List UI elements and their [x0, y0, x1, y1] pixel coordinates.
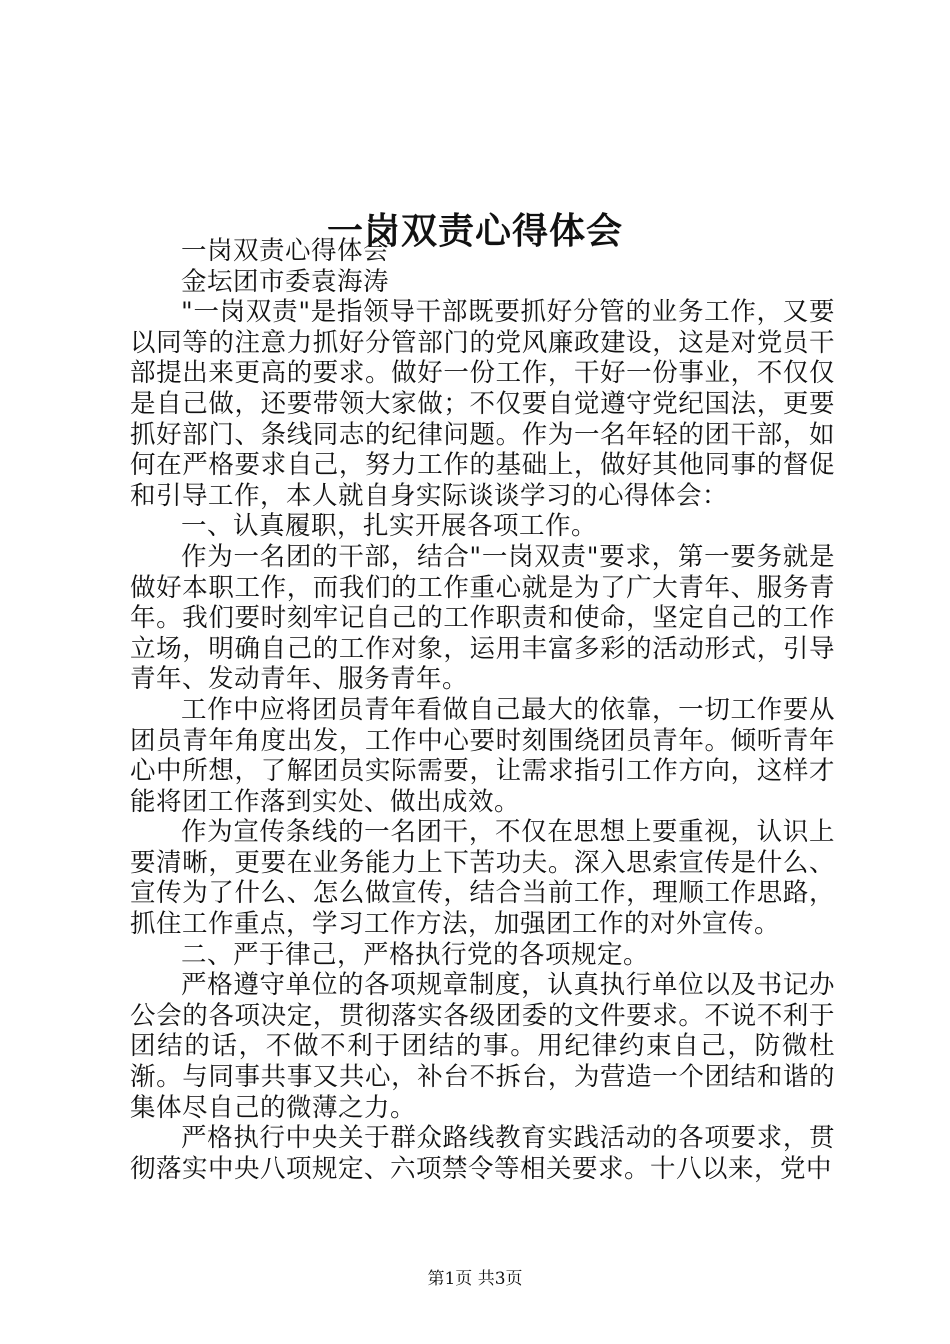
- paragraph: 作为宣传条线的一名团干，不仅在思想上要重视，认识上要清晰，更要在业务能力上下苦功夫。深入思索宣传是什么、宣传为了什么、怎么做宣传，结合当前工作，理顺工作思路，抓住工作重点，学习工作方法，加强团工作的对外宣传。: [130, 817, 835, 940]
- paragraph: 严格遵守单位的各项规章制度，认真执行单位以及书记办公会的各项决定，贯彻落实各级团委的文件要求。不说不利于团结的话，不做不利于团结的事。用纪律约束自己，防微杜渐。与同事共事又共心，补台不拆台，为营造一个团结和谐的集体尽自己的微薄之力。: [130, 970, 835, 1123]
- paragraph-author: 金坛团市委袁海涛: [181, 266, 390, 297]
- paragraph-intro: "一岗双责"是指领导干部既要抓好分管的业务工作，又要以同等的注意力抓好分管部门的党风廉政建设，这是对党员干部提出来更高的要求。做好一份工作，干好一份事业，不仅仅是自己做，还要带领大家做；不仅要自觉遵守党纪国法，更要抓好部门、条线同志的纪律问题。作为一名年轻的团干部，如何在严格要求自己，努力工作的基础上，做好其他同事的督促和引导工作，本人就自身实际谈谈学习的心得体会：: [130, 297, 835, 511]
- paragraph-subtitle: 一岗双责心得体会: [181, 236, 390, 266]
- paragraph: 工作中应将团员青年看做自己最大的依靠，一切工作要从团员青年角度出发，工作中心要时刻围绕团员青年。倾听青年心中所想，了解团员实际需要，让需求指引工作方向，这样才能将团工作落到实处、做出成效。: [130, 694, 835, 817]
- section-heading-1: 一、认真履职，扎实开展各项工作。: [181, 511, 598, 542]
- paragraph: 严格执行中央关于群众路线教育实践活动的各项要求，贯彻落实中央八项规定、六项禁令等相关要求。十八以来，党中: [130, 1123, 835, 1184]
- page-number-footer: 第1页 共3页: [427, 1269, 523, 1289]
- section-heading-2: 二、严于律己，严格执行党的各项规定。: [181, 939, 650, 970]
- document-body: [130, 236, 835, 1184]
- paragraph: 作为一名团的干部，结合"一岗双责"要求，第一要务就是做好本职工作，而我们的工作重心就是为了广大青年、服务青年。我们要时刻牢记自己的工作职责和使命，坚定自己的工作立场，明确自己的工作对象，运用丰富多彩的活动形式，引导青年、发动青年、服务青年。: [130, 541, 835, 695]
- document-title: 一岗双责心得体会: [326, 210, 623, 253]
